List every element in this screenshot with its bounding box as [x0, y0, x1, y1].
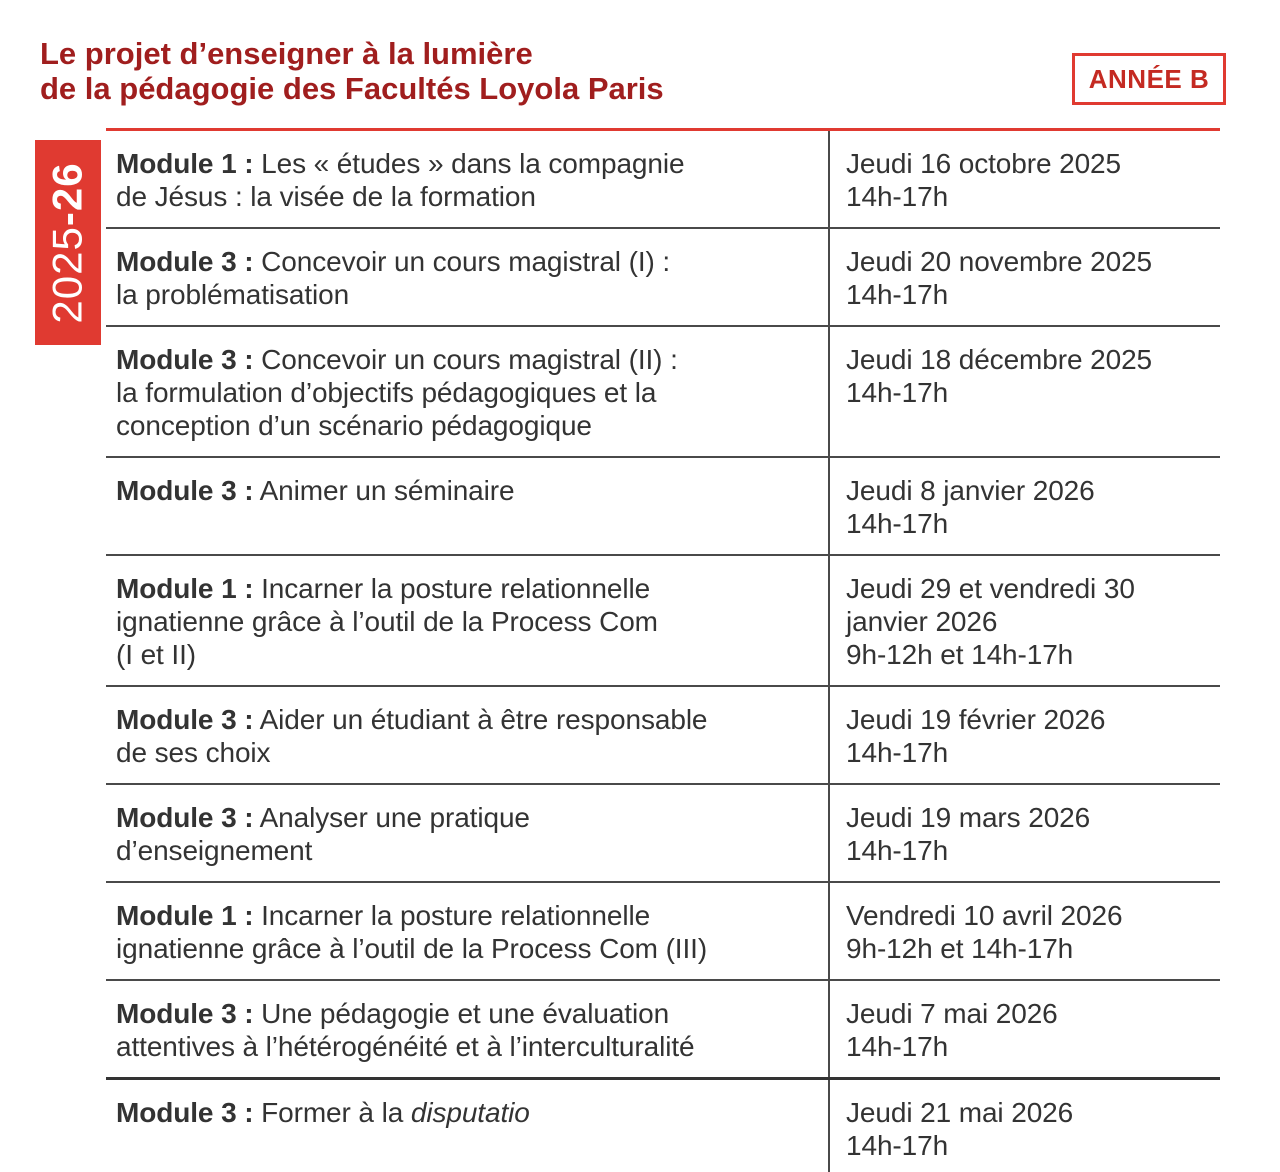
date-cell [830, 883, 1220, 979]
session-time: 14h-17h [846, 279, 949, 310]
module-cell [106, 1080, 830, 1172]
table-row [106, 687, 1220, 785]
module-description: Les « études » dans la compagnie de Jésus : la visée de la formation [116, 148, 685, 212]
session-date: Jeudi 29 et vendredi 30 janvier 2026 [846, 573, 1135, 637]
table-row [106, 327, 1220, 458]
module-cell [106, 687, 830, 783]
table-row [106, 785, 1220, 883]
module-label: Module 3 : [116, 1097, 254, 1128]
page-title [40, 36, 664, 106]
schedule-table [106, 131, 1220, 1172]
date-cell [830, 327, 1220, 456]
module-label: Module 3 : [116, 704, 254, 735]
year-badge: ANNÉE B [1072, 53, 1226, 105]
date-cell [830, 458, 1220, 554]
session-date: Jeudi 19 février 2026 [846, 704, 1106, 735]
module-cell [106, 556, 830, 685]
module-description: Concevoir un cours magistral (I) : la problématisation [116, 246, 671, 310]
table-row [106, 981, 1220, 1080]
session-time: 9h-12h et 14h-17h [846, 933, 1074, 964]
table-row [106, 458, 1220, 556]
module-label: Module 3 : [116, 344, 254, 375]
module-label: Module 1 : [116, 148, 254, 179]
date-cell [830, 981, 1220, 1077]
module-label: Module 3 : [116, 475, 254, 506]
session-date: Jeudi 7 mai 2026 [846, 998, 1058, 1029]
session-time: 14h-17h [846, 737, 949, 768]
module-description: Animer un séminaire [253, 475, 515, 506]
module-description: Incarner la posture relationnelle ignatienne grâce à l’outil de la Process Com (III) [116, 900, 708, 964]
session-date: Jeudi 21 mai 2026 [846, 1097, 1074, 1128]
date-cell [830, 229, 1220, 325]
session-time: 9h-12h et 14h-17h [846, 639, 1074, 670]
module-label: Module 3 : [116, 998, 254, 1029]
module-label: Module 1 : [116, 900, 254, 931]
module-description-italic: disputatio [410, 1097, 530, 1128]
module-description: Former à la [253, 1097, 411, 1128]
table-row [106, 556, 1220, 687]
date-cell [830, 785, 1220, 881]
session-date: Jeudi 16 octobre 2025 [846, 148, 1122, 179]
module-description: Incarner la posture relationnelle ignatienne grâce à l’outil de la Process Com (I et II) [116, 573, 658, 670]
module-cell [106, 458, 830, 554]
table-row [106, 883, 1220, 981]
module-cell [106, 327, 830, 456]
session-time: 14h-17h [846, 181, 949, 212]
date-cell [830, 131, 1220, 227]
module-description: Analyser une pratique d’enseignement [116, 802, 530, 866]
date-cell [830, 556, 1220, 685]
module-cell [106, 981, 830, 1077]
table-row [106, 1080, 1220, 1172]
module-description: Concevoir un cours magistral (II) : la formulation d’objectifs pédagogiques et la conception d’un scénario pédagogique [116, 344, 678, 441]
date-cell [830, 687, 1220, 783]
table-row [106, 229, 1220, 327]
module-label: Module 3 : [116, 246, 254, 277]
module-label: Module 1 : [116, 573, 254, 604]
module-description: Une pédagogie et une évaluation attentives à l’hétérogénéité et à l’interculturalité [116, 998, 695, 1062]
table-row [106, 131, 1220, 229]
session-date: Jeudi 19 mars 2026 [846, 802, 1091, 833]
session-time: 14h-17h [846, 1031, 949, 1062]
module-cell [106, 131, 830, 227]
session-date: Jeudi 20 novembre 2025 [846, 246, 1153, 277]
module-cell [106, 785, 830, 881]
title-line-1: Le projet d’enseigner à la lumière [40, 36, 533, 71]
session-time: 14h-17h [846, 835, 949, 866]
session-time: 14h-17h [846, 1130, 949, 1161]
academic-year-label [44, 162, 92, 323]
title-line-2: de la pédagogie des Facultés Loyola Paris [40, 71, 664, 106]
session-date: Jeudi 8 janvier 2026 [846, 475, 1095, 506]
year-suffix: -26 [44, 161, 92, 226]
session-date: Jeudi 18 décembre 2025 [846, 344, 1153, 375]
year-prefix: 2025 [44, 225, 92, 324]
module-label: Module 3 : [116, 802, 254, 833]
module-cell [106, 229, 830, 325]
session-date: Vendredi 10 avril 2026 [846, 900, 1123, 931]
date-cell [830, 1080, 1220, 1172]
module-cell [106, 883, 830, 979]
academic-year-tab [35, 140, 101, 345]
module-description: Aider un étudiant à être responsable de ses choix [116, 704, 708, 768]
session-time: 14h-17h [846, 377, 949, 408]
session-time: 14h-17h [846, 508, 949, 539]
